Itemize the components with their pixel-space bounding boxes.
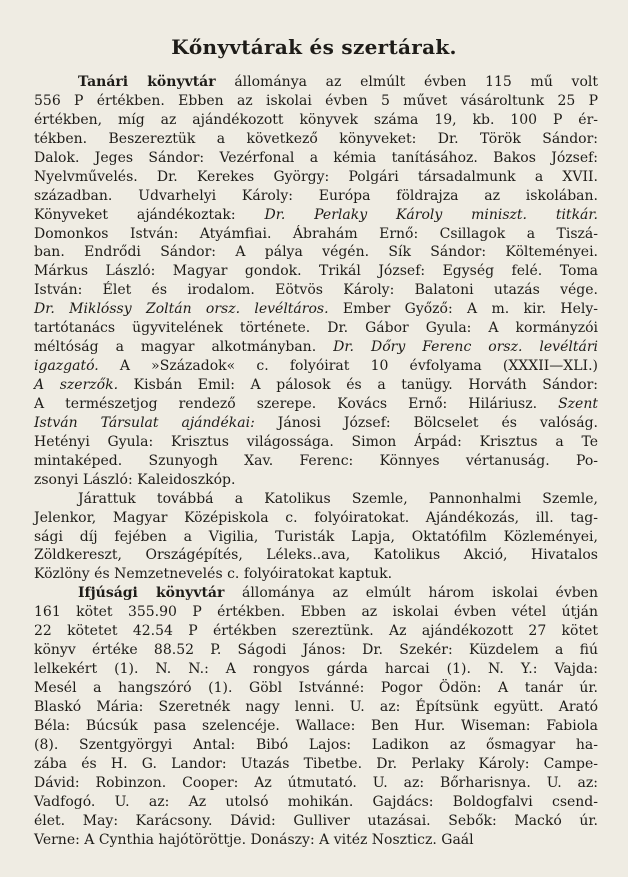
text-run: Könyveket ajándékoztak: bbox=[34, 206, 265, 223]
emphasis-text: Dr. Perlaky Károly miniszt. titkár. bbox=[264, 206, 598, 223]
text-line bbox=[34, 831, 598, 850]
text-run: Vadfogó. U. az: Az utolsó mohikán. Gajdács: Boldogfalvi csend- bbox=[34, 793, 598, 810]
text-run: méltóság a magyar alkotmányban. bbox=[34, 339, 334, 356]
text-line bbox=[34, 546, 598, 565]
text-run: Nyelvművelés. Dr. Kerekes György: Polgári társadalmunk a XVII. bbox=[34, 168, 598, 185]
text-run: Dávid: Robinzon. Cooper: Az útmutató. U. az: Bőrharisnya. U. az: bbox=[34, 774, 598, 791]
text-line bbox=[34, 357, 598, 376]
text-line bbox=[34, 225, 598, 244]
text-run: lelkekért (1). N. N.: A rongyos gárda harcai (1). N. Y.: Vajda: bbox=[34, 661, 598, 678]
text-run: állománya az elmúlt évben 115 mű volt bbox=[215, 74, 598, 90]
text-line bbox=[34, 433, 598, 452]
text-line bbox=[34, 509, 598, 528]
text-line bbox=[34, 793, 598, 812]
text-run: Jelenkor, Magyar Középiskola c. folyóiratokat. Ajándékozás, ill. tag- bbox=[34, 509, 598, 526]
text-line bbox=[34, 679, 598, 698]
text-run: zába és H. G. Landor: Utazás Tibetbe. Dr. Perlaky Károly: Campe- bbox=[34, 755, 598, 772]
section-heading: Ifjúsági könyvtár bbox=[78, 585, 225, 602]
text-run: 22 kötetet 42.54 P értékben szereztünk. Az ajándékozott 27 kötet bbox=[34, 623, 598, 640]
text-run: könyv értéke 88.52 P. Ságodi János: Dr. Szekér: Küzdelem a fiú bbox=[34, 642, 598, 659]
text-run: Közlöny és Nemzetnevelés c. folyóiratokat kaptuk. bbox=[34, 566, 393, 583]
text-line bbox=[34, 490, 598, 509]
text-run: Márkus László: Magyar gondok. Trikál József: Egység felé. Toma bbox=[34, 263, 598, 280]
text-line bbox=[34, 168, 598, 187]
emphasis-text: István Társulat ajándékai: bbox=[34, 414, 255, 431]
emphasis-text: A szerzők. bbox=[34, 377, 119, 393]
text-line bbox=[34, 736, 598, 755]
text-line bbox=[34, 338, 598, 357]
text-line bbox=[34, 395, 598, 414]
text-run: István: Élet és irodalom. Eötvös Károly: Balatoni utazás vége. bbox=[34, 282, 598, 299]
text-line bbox=[34, 149, 598, 168]
text-line bbox=[34, 262, 598, 281]
text-line bbox=[34, 755, 598, 774]
emphasis-text: Dr. Miklóssy Zoltán orsz. levéltáros. bbox=[34, 301, 329, 318]
text-line bbox=[34, 660, 598, 679]
text-line bbox=[34, 698, 598, 717]
text-line bbox=[34, 584, 598, 603]
text-line bbox=[34, 243, 598, 262]
text-line bbox=[34, 774, 598, 793]
text-run: 161 kötet 355.90 P értékben. Ebben az iskolai évben vétel útján bbox=[34, 604, 598, 621]
text-run: állománya az elmúlt három iskolai évben bbox=[224, 585, 598, 602]
text-run: zsonyi László: Kaleidoszkóp. bbox=[34, 471, 236, 488]
emphasis-text: Dr. Dőry Ferenc orsz. levéltári bbox=[333, 339, 598, 356]
text-run: A természetjog rendező szerepe. Kovács Ernő: Hiláriusz. bbox=[34, 395, 559, 412]
text-run: ban. Endrődi Sándor: A pálya végén. Sík Sándor: Költeményei. bbox=[34, 244, 598, 261]
text-line bbox=[34, 300, 598, 319]
text-line bbox=[34, 281, 598, 300]
text-line bbox=[34, 206, 598, 225]
text-line bbox=[34, 812, 598, 831]
text-line bbox=[34, 452, 598, 471]
text-line bbox=[34, 622, 598, 641]
text-run: tartótanács ügyvitelének története. Dr. Gábor Gyula: A kormányzói bbox=[34, 320, 598, 337]
text-run: Zöldkereszt, Országépítés, Léleks..ava, Katolikus Akció, Hivatalos bbox=[34, 547, 598, 564]
emphasis-text: igazgató. bbox=[34, 358, 99, 375]
text-line bbox=[34, 319, 598, 338]
text-line bbox=[34, 717, 598, 736]
text-line bbox=[34, 565, 598, 584]
text-run: Verne: A Cynthia hajótöröttje. Donászy: A vitéz Noszticz. Gaál bbox=[34, 831, 474, 848]
text-line bbox=[34, 376, 598, 395]
text-run: Dalok. Jeges Sándor: Vezérfonal a kémia tanításához. Bakos József: bbox=[34, 149, 598, 166]
text-run: Blaskó Mária: Szeretnék nagy lenni. U. az: Építsünk együtt. Arató bbox=[34, 698, 598, 715]
text-run: sági díj fejében a Vigilia, Turisták Lapja, Oktatófilm Közleményei, bbox=[34, 528, 598, 545]
section-heading: Tanári könyvtár bbox=[78, 74, 216, 90]
text-run: élet. May: Karácsony. Dávid: Gulliver utazásai. Sebők: Mackó úr. bbox=[34, 812, 598, 829]
text-run: (8). Szentgyörgyi Antal: Bibó Lajos: Ladikon az ősmagyar ha- bbox=[34, 736, 598, 753]
emphasis-text: Szent bbox=[558, 395, 598, 412]
text-run: 556 P értékben. Ebben az iskolai évben 5 művet vásároltunk 25 P bbox=[34, 92, 598, 109]
text-line bbox=[34, 111, 598, 130]
text-run: században. Udvarhelyi Károly: Európa földrajza az iskolában. bbox=[34, 187, 598, 204]
text-line bbox=[34, 187, 598, 206]
text-run: Járattuk továbbá a Katolikus Szemle, Pannonhalmi Szemle, bbox=[78, 490, 598, 507]
body-text bbox=[34, 73, 598, 849]
page-title: Kőnyvtárak és szertárak. bbox=[171, 35, 457, 59]
text-run: tékben. Beszereztük a következő könyveket: Dr. Török Sándor: bbox=[34, 130, 598, 147]
text-line bbox=[34, 471, 598, 490]
text-run: A »Századok« c. folyóirat 10 évfolyama (XXXII—XLI.) bbox=[98, 358, 598, 375]
text-line bbox=[34, 414, 598, 433]
text-run: Mesél a hangszóró (1). Göbl Istvánné: Pogor Ödön: A tanár úr. bbox=[34, 680, 598, 696]
text-run: Domonkos István: Atyámfiai. Ábrahám Ernő: Csillagok a Tiszá- bbox=[34, 225, 598, 242]
text-line bbox=[34, 641, 598, 660]
text-line bbox=[34, 130, 598, 149]
text-run: Ember Győző: A m. kir. Hely- bbox=[328, 301, 598, 318]
text-run: értékben, míg az ajándékozott könyvek száma 19, kb. 100 P ér- bbox=[34, 111, 598, 128]
text-run: Hetényi Gyula: Krisztus világossága. Simon Árpád: Krisztus a Te bbox=[34, 433, 598, 450]
text-line bbox=[34, 528, 598, 547]
text-run: Béla: Búcsúk pasa szelencéje. Wallace: Ben Hur. Wiseman: Fabiola bbox=[34, 717, 598, 734]
text-run: Kisbán Emil: A pálosok és a tanügy. Horváth Sándor: bbox=[118, 377, 599, 393]
text-line bbox=[34, 73, 598, 92]
text-run: mintaképed. Szunyogh Xav. Ferenc: Könnyes vértanuság. Po- bbox=[34, 452, 598, 469]
text-run: Jánosi József: Bölcselet és valóság. bbox=[254, 414, 598, 431]
text-line bbox=[34, 603, 598, 622]
text-line bbox=[34, 92, 598, 111]
